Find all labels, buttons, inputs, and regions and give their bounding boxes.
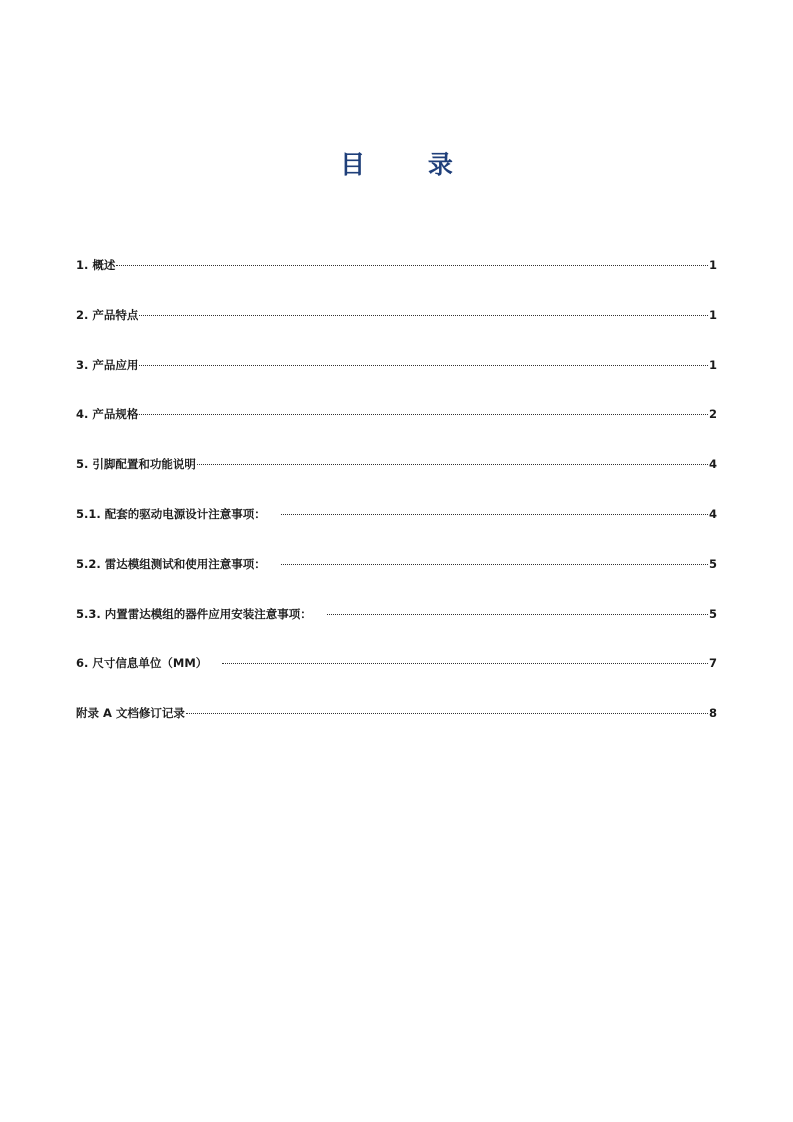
toc-entry-label: 5.1. 配套的驱动电源设计注意事项：	[76, 506, 266, 521]
dot-leader	[139, 314, 708, 316]
toc-entry-pin-configuration[interactable]	[76, 451, 717, 501]
toc-entry-label: 6. 尺寸信息单位（MM）	[76, 656, 208, 671]
toc-entry-label: 4. 产品规格	[76, 407, 139, 422]
toc-entry-page-number: 1	[708, 258, 717, 272]
dot-leader	[281, 563, 708, 565]
toc-entry-power-supply-notes[interactable]	[76, 501, 717, 551]
toc-entry-page-number: 7	[708, 656, 717, 671]
toc-entry-specifications[interactable]	[76, 401, 717, 451]
toc-entry-label: 5.3. 内置雷达模组的器件应用安装注意事项：	[76, 606, 312, 621]
toc-entry-overview[interactable]	[76, 252, 717, 302]
toc-entry-page-number: 1	[708, 357, 717, 372]
toc-entry-page-number: 5	[708, 556, 717, 571]
toc-list	[76, 252, 717, 750]
dot-leader	[281, 513, 708, 515]
toc-entry-page-number: 4	[708, 506, 717, 521]
toc-entry-page-number: 4	[708, 457, 717, 472]
toc-entry-revision-history[interactable]	[76, 700, 717, 750]
toc-entry-label: 附录 A 文档修订记录	[76, 706, 185, 721]
toc-entry-page-number: 8	[708, 706, 717, 721]
toc-entry-installation-notes[interactable]	[76, 601, 717, 651]
dot-leader	[327, 613, 708, 615]
toc-entry-page-number: 5	[708, 606, 717, 621]
dot-leader	[139, 364, 708, 366]
toc-entry-label: 1. 概述	[76, 258, 116, 272]
dot-leader	[222, 662, 708, 664]
toc-entry-page-number: 2	[708, 407, 717, 422]
toc-entry-applications[interactable]	[76, 352, 717, 402]
toc-entry-features[interactable]	[76, 302, 717, 352]
toc-entry-page-number: 1	[708, 307, 717, 322]
toc-entry-label: 5. 引脚配置和功能说明	[76, 457, 196, 472]
toc-entry-label: 3. 产品应用	[76, 357, 139, 372]
dot-leader	[197, 463, 708, 465]
dot-leader	[186, 712, 708, 714]
toc-entry-dimensions[interactable]	[76, 650, 717, 700]
toc-title: 目 录	[340, 150, 480, 179]
dot-leader	[139, 413, 708, 415]
toc-entry-radar-testing-notes[interactable]	[76, 551, 717, 601]
toc-entry-label: 2. 产品特点	[76, 307, 139, 322]
toc-entry-label: 5.2. 雷达模组测试和使用注意事项：	[76, 556, 266, 571]
dot-leader	[116, 264, 708, 266]
